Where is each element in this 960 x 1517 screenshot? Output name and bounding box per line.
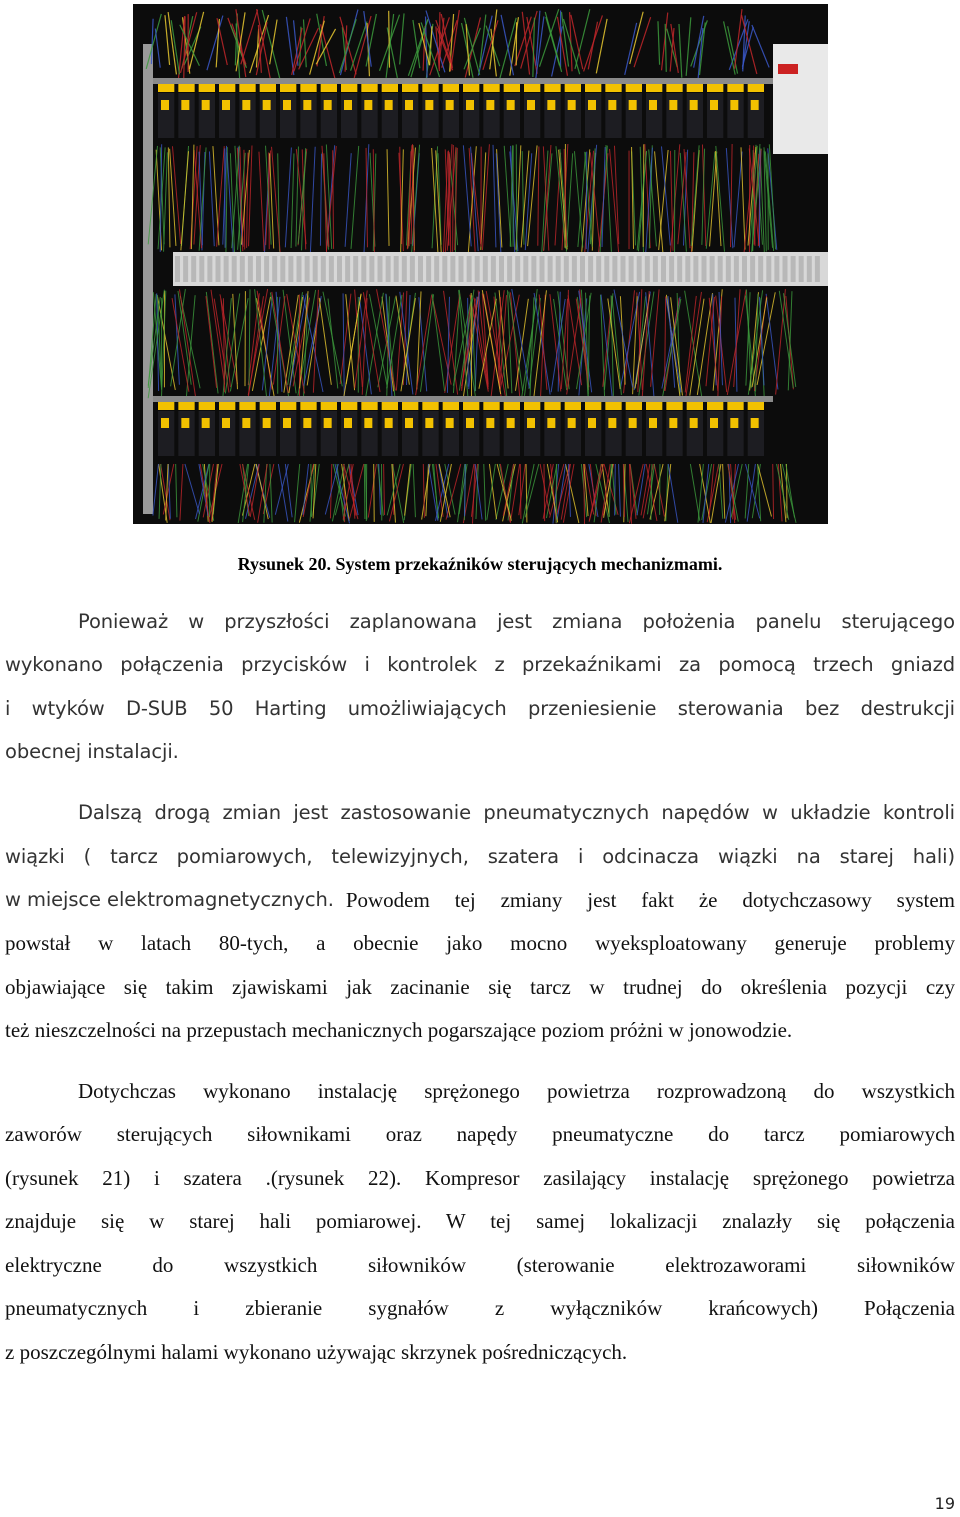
relay (321, 411, 337, 456)
relay-label (341, 84, 357, 92)
relay-indicator (669, 100, 677, 110)
relay (687, 411, 703, 456)
relay (727, 411, 743, 456)
relay-label (239, 84, 255, 92)
relay-label (199, 84, 215, 92)
relay (504, 411, 520, 456)
terminal-block (280, 256, 285, 282)
paragraph-2-line-3 (5, 886, 955, 914)
relay (361, 411, 377, 456)
relay-indicator (751, 100, 759, 110)
relay-indicator (222, 418, 230, 428)
relay-indicator (263, 100, 271, 110)
din-rail (153, 78, 773, 84)
relay-label (605, 402, 621, 410)
relay-indicator (202, 418, 210, 428)
paragraph-3-line-3: (rysunek 21) i szatera .(rysunek 22). Kompresor zasilający instalację sprężonego powietrza (5, 1166, 955, 1190)
relay-label (361, 84, 377, 92)
relay-indicator (222, 100, 230, 110)
relay-label (748, 402, 764, 410)
relay-label (565, 84, 581, 92)
relay (626, 411, 642, 456)
relay-label (727, 402, 743, 410)
relay-indicator (425, 418, 433, 428)
terminal-block (232, 256, 237, 282)
relay-indicator (649, 418, 657, 428)
terminal-block (248, 256, 253, 282)
paragraph-2-line-1: Dalszą drogą zmian jest zastosowanie pneumatycznych napędów w układzie kontroli (78, 801, 955, 824)
relay-label (463, 402, 479, 410)
paragraph-2-line-5: objawiające się takim zjawiskami jak zacinanie się tarcz w trudnej do określenia pozycji czy (5, 975, 955, 999)
relay (219, 93, 235, 138)
terminal-block (394, 256, 399, 282)
terminal-block (742, 256, 747, 282)
relay-indicator (161, 100, 169, 110)
terminal-block (272, 256, 277, 282)
terminal-block (750, 256, 755, 282)
terminal-block (329, 256, 334, 282)
terminal-block (637, 256, 642, 282)
relay (605, 93, 621, 138)
relay (605, 411, 621, 456)
terminal-block (604, 256, 609, 282)
relay-label (585, 84, 601, 92)
relay (707, 93, 723, 138)
terminal-block (426, 256, 431, 282)
relay (544, 93, 560, 138)
relay (422, 411, 438, 456)
relay (341, 93, 357, 138)
relay (382, 93, 398, 138)
terminal-block (345, 256, 350, 282)
page-number: 19 (934, 1494, 955, 1513)
relay-label (504, 402, 520, 410)
relay (463, 411, 479, 456)
relay (626, 93, 642, 138)
relay (443, 93, 459, 138)
terminal-block (224, 256, 229, 282)
relay-indicator (486, 418, 494, 428)
relay-label (239, 402, 255, 410)
terminal-block (361, 256, 366, 282)
relay-label (361, 402, 377, 410)
terminal-block (815, 256, 820, 282)
relay-label (443, 84, 459, 92)
relay (565, 93, 581, 138)
relay-indicator (588, 100, 596, 110)
relay-label (626, 402, 642, 410)
relay-indicator (547, 100, 555, 110)
power-supply-logo (778, 64, 798, 74)
relay-label (443, 402, 459, 410)
relay (199, 93, 215, 138)
terminal-block (580, 256, 585, 282)
relay (443, 411, 459, 456)
relay-label (382, 402, 398, 410)
paragraph-2-line-2: wiązki ( tarcz pomiarowych, telewizyjnych, szatera i odcinacza wiązki na starej hali) (5, 845, 955, 868)
relay (219, 411, 235, 456)
terminal-block (191, 256, 196, 282)
relay-indicator (608, 100, 616, 110)
terminal-block (629, 256, 634, 282)
terminal-block (693, 256, 698, 282)
relay (199, 411, 215, 456)
relay (707, 411, 723, 456)
relay-indicator (669, 418, 677, 428)
terminal-block (386, 256, 391, 282)
relay (524, 411, 540, 456)
left-rail (143, 44, 153, 514)
relay-indicator (364, 100, 372, 110)
terminal-block (313, 256, 318, 282)
relay-indicator (629, 418, 637, 428)
relay (321, 93, 337, 138)
terminal-block (450, 256, 455, 282)
terminal-block (410, 256, 415, 282)
terminal-block (710, 256, 715, 282)
relay (158, 93, 174, 138)
wire (374, 464, 375, 522)
relay-label (646, 402, 662, 410)
figure-caption: Rysunek 20. System przekaźników sterujących mechanizmami. (237, 554, 723, 574)
relay-indicator (730, 100, 738, 110)
relay (585, 93, 601, 138)
relay (239, 93, 255, 138)
relay-indicator (324, 100, 332, 110)
terminal-block (175, 256, 180, 282)
paragraph-2-line-6: też nieszczelności na przepustach mechanicznych pogarszające poziom próżni w jonowodzie. (5, 1018, 793, 1042)
terminal-block (337, 256, 342, 282)
wire (759, 150, 760, 247)
terminal-block (305, 256, 310, 282)
relay-indicator (466, 418, 474, 428)
paragraph-1-line-4: obecnej instalacji. (5, 740, 179, 763)
paragraph-3-line-1: Dotychczas wykonano instalację sprężonego powietrza rozprowadzoną do wszystkich (78, 1079, 955, 1103)
din-rail (153, 396, 773, 402)
terminal-block (507, 256, 512, 282)
relay-label (219, 402, 235, 410)
relay (463, 93, 479, 138)
relay (158, 411, 174, 456)
relay-indicator (568, 418, 576, 428)
relay (483, 93, 499, 138)
terminal-block (612, 256, 617, 282)
terminal-block (596, 256, 601, 282)
relay-indicator (527, 418, 535, 428)
terminal-block (288, 256, 293, 282)
relay-label (422, 84, 438, 92)
relay-indicator (344, 100, 352, 110)
relay-indicator (690, 418, 698, 428)
relay-indicator (547, 418, 555, 428)
relay (544, 411, 560, 456)
relay-label (300, 84, 316, 92)
relay (422, 93, 438, 138)
relay-label (748, 84, 764, 92)
terminal-block (523, 256, 528, 282)
terminal-block (661, 256, 666, 282)
terminal-block (491, 256, 496, 282)
terminal-block (402, 256, 407, 282)
paragraph-3-line-2: zaworów sterujących siłownikami oraz napędy pneumatyczne do tarcz pomiarowych (5, 1122, 955, 1146)
terminal-block (434, 256, 439, 282)
terminal-block (564, 256, 569, 282)
relay-label (341, 402, 357, 410)
relay-indicator (242, 100, 250, 110)
relay (646, 411, 662, 456)
relay-indicator (425, 100, 433, 110)
relay-label (524, 84, 540, 92)
relay-indicator (161, 418, 169, 428)
paragraph-3-line-6: pneumatycznych i zbieranie sygnałów z wyłączników krańcowych) Połączenia (5, 1296, 955, 1320)
relay-indicator (690, 100, 698, 110)
relay-indicator (324, 418, 332, 428)
wire (643, 144, 644, 247)
relay-label (178, 84, 194, 92)
relay (748, 411, 764, 456)
relay-indicator (385, 100, 393, 110)
relay (483, 411, 499, 456)
relay-indicator (710, 100, 718, 110)
relay-label (158, 84, 174, 92)
relay-indicator (303, 418, 311, 428)
relay (727, 93, 743, 138)
terminal-block (475, 256, 480, 282)
terminal-block (774, 256, 779, 282)
relay (300, 411, 316, 456)
relay-label (707, 402, 723, 410)
paragraph-3-line-4: znajduje się w starej hali pomiarowej. W tej samej lokalizacji znalazły się połączenia (5, 1209, 955, 1233)
relay-indicator (242, 418, 250, 428)
wire (520, 464, 521, 519)
wire (311, 464, 312, 517)
terminal-block (199, 256, 204, 282)
terminal-block (702, 256, 707, 282)
relay-indicator (507, 100, 515, 110)
terminal-block (467, 256, 472, 282)
terminal-block (766, 256, 771, 282)
relay-label (199, 402, 215, 410)
terminal-block (216, 256, 221, 282)
relay-label (605, 84, 621, 92)
relay-label (463, 84, 479, 92)
terminal-block (240, 256, 245, 282)
relay-indicator (364, 418, 372, 428)
relay-indicator (486, 100, 494, 110)
relay (178, 93, 194, 138)
relay-indicator (344, 418, 352, 428)
relay (402, 93, 418, 138)
terminal-block (183, 256, 188, 282)
relay-label (483, 84, 499, 92)
relay-label (402, 84, 418, 92)
paragraph-2-line-3-serif: Powodem tej zmiany jest fakt że dotychczasowy system (345, 888, 955, 912)
power-supply (773, 44, 828, 154)
relay-panel-photo (133, 4, 828, 524)
relay (382, 411, 398, 456)
relay-label (707, 84, 723, 92)
relay-indicator (507, 418, 515, 428)
relay (666, 411, 682, 456)
relay-indicator (181, 100, 189, 110)
relay-label (300, 402, 316, 410)
terminal-block (321, 256, 326, 282)
relay (402, 411, 418, 456)
relay-label (321, 402, 337, 410)
terminal-block (264, 256, 269, 282)
relay-indicator (446, 100, 454, 110)
terminal-block (734, 256, 739, 282)
relay (666, 93, 682, 138)
relay-label (544, 402, 560, 410)
relay-label (483, 402, 499, 410)
terminal-block (442, 256, 447, 282)
relay-label (646, 84, 662, 92)
terminal-block (645, 256, 650, 282)
wire (465, 464, 466, 516)
relay-indicator (303, 100, 311, 110)
relay-indicator (202, 100, 210, 110)
terminal-block (718, 256, 723, 282)
terminal-block (515, 256, 520, 282)
terminal-block (548, 256, 553, 282)
terminal-block (353, 256, 358, 282)
relay-panel-illustration (133, 4, 828, 524)
relay-label (687, 402, 703, 410)
relay-label (565, 402, 581, 410)
paragraph-3-line-7: z poszczególnymi halami wykonano używając skrzynek pośredniczących. (5, 1340, 628, 1364)
relay-indicator (629, 100, 637, 110)
terminal-block (556, 256, 561, 282)
terminal-block (807, 256, 812, 282)
terminal-block (459, 256, 464, 282)
relay-label (524, 402, 540, 410)
terminal-block (531, 256, 536, 282)
paragraph-1-line-1: Ponieważ w przyszłości zaplanowana jest zmiana położenia panelu sterującego (78, 610, 955, 633)
relay-indicator (568, 100, 576, 110)
terminal-block (677, 256, 682, 282)
wire (516, 144, 517, 252)
terminal-block (783, 256, 788, 282)
terminal-block (540, 256, 545, 282)
relay-label (280, 402, 296, 410)
relay (687, 93, 703, 138)
relay-label (382, 84, 398, 92)
relay-indicator (527, 100, 535, 110)
terminal-block (799, 256, 804, 282)
relay-indicator (751, 418, 759, 428)
relay (300, 93, 316, 138)
wire (364, 464, 365, 519)
terminal-block (758, 256, 763, 282)
relay (178, 411, 194, 456)
relay-indicator (588, 418, 596, 428)
relay-indicator (649, 100, 657, 110)
relay-label (666, 402, 682, 410)
paragraph-1-line-3: i wtyków D-SUB 50 Harting umożliwiających przeniesienie sterowania bez destrukcji (5, 697, 955, 720)
terminal-block (418, 256, 423, 282)
relay (280, 93, 296, 138)
paragraph-1-line-2: wykonano połączenia przycisków i kontrolek z przekaźnikami za pomocą trzech gniazd (5, 653, 955, 676)
relay-label (585, 402, 601, 410)
relay-indicator (385, 418, 393, 428)
terminal-block (621, 256, 626, 282)
relay (361, 93, 377, 138)
relay (260, 411, 276, 456)
relay-label (260, 402, 276, 410)
wire (468, 298, 469, 387)
relay-indicator (181, 418, 189, 428)
paragraph-2-line-3-sans: w miejsce elektromagnetycznych. (5, 888, 334, 911)
relay-label (280, 84, 296, 92)
relay-label (544, 84, 560, 92)
terminal-block (572, 256, 577, 282)
relay-label (260, 84, 276, 92)
relay-indicator (405, 418, 413, 428)
relay-indicator (466, 100, 474, 110)
relay (280, 411, 296, 456)
relay-indicator (283, 100, 291, 110)
terminal-block (588, 256, 593, 282)
terminal-block (369, 256, 374, 282)
relay-indicator (405, 100, 413, 110)
relay (646, 93, 662, 138)
relay (341, 411, 357, 456)
terminal-block (499, 256, 504, 282)
terminal-block (653, 256, 658, 282)
relay-indicator (263, 418, 271, 428)
terminal-block (791, 256, 796, 282)
paragraph-2-line-4: powstał w latach 80-tych, a obecnie jako mocno wyeksploatowany generuje problemy (5, 931, 955, 955)
relay-indicator (283, 418, 291, 428)
terminal-block (726, 256, 731, 282)
relay (748, 93, 764, 138)
relay-label (666, 84, 682, 92)
paragraph-3-line-5: elektryczne do wszystkich siłowników (sterowanie elektrozaworami siłowników (5, 1253, 955, 1277)
relay-indicator (710, 418, 718, 428)
relay-label (626, 84, 642, 92)
relay-label (504, 84, 520, 92)
relay-indicator (608, 418, 616, 428)
relay-indicator (446, 418, 454, 428)
terminal-block (685, 256, 690, 282)
relay-label (687, 84, 703, 92)
relay-label (178, 402, 194, 410)
wire (453, 145, 454, 252)
relay-label (321, 84, 337, 92)
relay (504, 93, 520, 138)
relay (260, 93, 276, 138)
relay (524, 93, 540, 138)
terminal-block (483, 256, 488, 282)
relay (585, 411, 601, 456)
terminal-block (256, 256, 261, 282)
relay (239, 411, 255, 456)
terminal-block (669, 256, 674, 282)
relay-indicator (730, 418, 738, 428)
relay-label (219, 84, 235, 92)
terminal-block (297, 256, 302, 282)
terminal-block (378, 256, 383, 282)
relay-label (158, 402, 174, 410)
terminal-block (207, 256, 212, 282)
relay-label (727, 84, 743, 92)
relay-label (422, 402, 438, 410)
relay (565, 411, 581, 456)
relay-label (402, 402, 418, 410)
